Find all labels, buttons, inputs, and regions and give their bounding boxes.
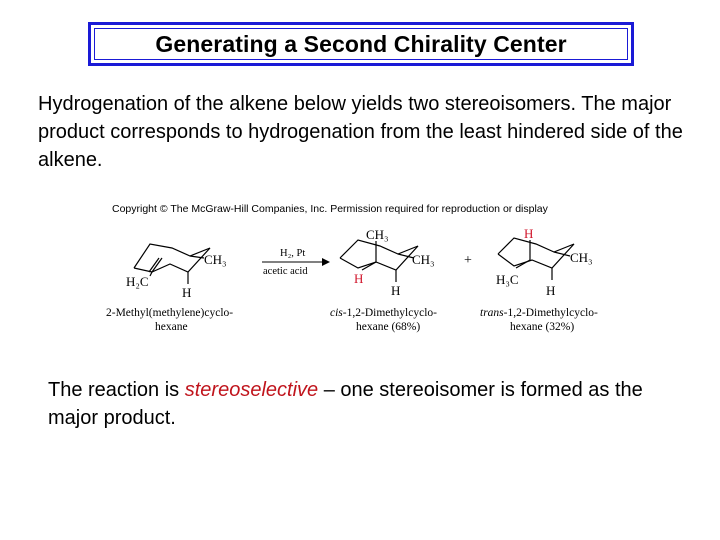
cis-name-rest: -1,2-Dimethylcyclo-: [342, 307, 437, 319]
reactant-name-line1: 2-Methyl(methylene)cyclo-: [106, 307, 234, 319]
copyright-notice: Copyright © The McGraw-Hill Companies, Inc. Permission required for reproduction or display: [112, 203, 548, 215]
trans-name-rest: -1,2-Dimethylcyclo-: [503, 307, 598, 319]
cis-ch3-right: CH₃: [412, 252, 435, 267]
slide-title: Generating a Second Chirality Center: [94, 28, 628, 60]
conclusion-text: [48, 376, 688, 432]
trans-name-line1: [480, 307, 598, 319]
title-box: [88, 22, 634, 66]
plus-sign: +: [464, 253, 472, 268]
conclusion-before: The reaction is: [48, 379, 185, 401]
trans-h3c-label: H₃C: [496, 272, 519, 287]
trans-h-label: H: [546, 283, 556, 298]
cis-added-h: H: [354, 271, 364, 286]
reactant-h2c-label: H₂C: [126, 274, 149, 289]
reactant-ch3-label: CH₃: [204, 252, 227, 267]
reaction-scheme: [100, 196, 620, 346]
cis-name-line1: [330, 307, 437, 319]
reaction-arrow: [262, 258, 330, 266]
conclusion-after: – one stereoisomer is formed as the major product.: [48, 379, 643, 429]
trans-name-prefix: trans: [480, 307, 504, 319]
intro-text: Hydrogenation of the alkene below yields two stereoisomers. The major product corresponds to hydrogenation from the least hindered side of the alkene.: [38, 93, 683, 171]
reagent-h2-pt: H₂, Pt: [280, 248, 306, 259]
reactant-name-line2: hexane: [155, 321, 188, 333]
trans-ch3-right: CH₃: [570, 250, 593, 265]
reagent-acetic-acid: acetic acid: [263, 266, 308, 277]
reactant-h-label: H: [182, 285, 192, 300]
cis-name-line2: hexane (68%): [356, 321, 421, 333]
cis-h-label: H: [391, 283, 401, 298]
reaction-figure: [100, 196, 620, 346]
trans-added-h: H: [524, 226, 534, 241]
trans-name-line2: hexane (32%): [510, 321, 575, 333]
cis-name-prefix: cis: [330, 307, 343, 319]
cis-product-structure: [340, 240, 418, 282]
cis-ch3-top: CH₃: [366, 227, 389, 242]
stereoselective-term: stereoselective: [184, 379, 319, 401]
